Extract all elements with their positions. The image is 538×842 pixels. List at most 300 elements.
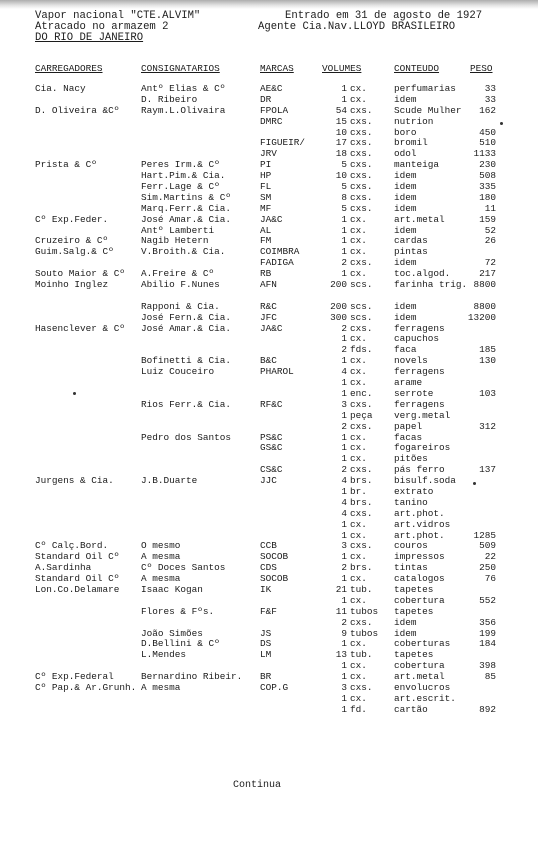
cell-unidade: cxs. <box>350 202 373 214</box>
cell-conteudo: toc.algod. <box>394 268 451 280</box>
cell-carregador: Guim.Salg.& Cº <box>35 246 114 258</box>
cell-consignatario: Raym.L.Olivaira <box>141 104 226 116</box>
cell-volume: 3 <box>341 681 347 693</box>
cell-conteudo: novels <box>394 355 428 367</box>
cell-peso: 509 <box>479 540 496 552</box>
cell-conteudo: idem <box>394 181 417 193</box>
cell-volume: 1 <box>341 409 347 421</box>
cell-conteudo: art.escrit. <box>394 692 456 704</box>
cell-unidade: cx. <box>350 246 367 258</box>
cell-marca: COIMBRA <box>260 246 300 258</box>
cell-consignatario: D. Ribeiro <box>141 93 198 105</box>
cell-conteudo: manteiga <box>394 159 440 171</box>
cell-conteudo: idem <box>394 224 417 236</box>
cell-conteudo: Scude Mulher <box>394 104 462 116</box>
cell-volume: 1 <box>341 224 347 236</box>
cell-consignatario: João Simões <box>141 627 203 639</box>
cell-conteudo: pás ferro <box>394 464 445 476</box>
cell-unidade: cx. <box>350 551 367 563</box>
cell-carregador: Cº Exp.Federal <box>35 671 114 683</box>
cell-peso: 184 <box>479 638 496 650</box>
cell-conteudo: impressos <box>394 551 445 563</box>
cell-peso: 217 <box>479 268 496 280</box>
cell-consignatario: Isaac Kogan <box>141 583 203 595</box>
cell-volume: 54 <box>335 104 347 116</box>
col-header-peso: PESO <box>470 63 493 74</box>
cell-unidade: cxs. <box>350 616 373 628</box>
cell-carregador: Souto Maior & Cº <box>35 268 126 280</box>
cell-conteudo: papel <box>394 420 423 432</box>
cell-conteudo: ferragens <box>394 398 445 410</box>
table-row <box>0 334 538 345</box>
table-row <box>0 498 538 509</box>
cell-peso: 1133 <box>473 148 496 160</box>
cell-marca: HP <box>260 170 272 182</box>
cell-unidade: cx. <box>350 355 367 367</box>
cell-volume: 1 <box>341 453 347 465</box>
cell-unidade: cx. <box>350 224 367 236</box>
cell-unidade: cx. <box>350 213 367 225</box>
table-row <box>0 476 538 487</box>
ink-speck <box>473 482 476 485</box>
cell-consignatario: José Amar.& Cia. <box>141 322 232 334</box>
cell-peso: 33 <box>484 93 496 105</box>
scan-edge <box>0 0 538 9</box>
cell-volume: 8 <box>341 191 347 203</box>
cell-volume: 1 <box>341 268 347 280</box>
cell-conteudo: pintas <box>394 246 428 258</box>
cell-conteudo: nutrion <box>394 115 434 127</box>
cell-carregador: Cruzeiro & Cº <box>35 235 109 247</box>
cell-conteudo: tapetes <box>394 605 434 617</box>
col-header-volumes: VOLUMES <box>322 63 362 74</box>
cell-marca: SOCOB <box>260 551 289 563</box>
cell-conteudo: art.metal <box>394 671 445 683</box>
cell-volume: 1 <box>341 355 347 367</box>
cell-volume: 200 <box>330 279 347 291</box>
cell-marca: DS <box>260 638 272 650</box>
cell-marca: JA&C <box>260 213 283 225</box>
cell-consignatario: O mesmo <box>141 540 181 552</box>
cell-volume: 4 <box>341 366 347 378</box>
cell-unidade: cxs. <box>350 420 373 432</box>
cell-consignatario: Rapponi & Cia. <box>141 300 220 312</box>
cell-marca: R&C <box>260 300 277 312</box>
cell-consignatario: Sim.Martins & Cº <box>141 191 232 203</box>
cell-peso: 85 <box>484 671 496 683</box>
cell-carregador: Cia. Nacy <box>35 83 86 94</box>
cell-unidade: cx. <box>350 660 367 672</box>
cell-conteudo: perfumarias <box>394 83 456 94</box>
cell-volume: 1 <box>341 213 347 225</box>
cell-marca: COP.G <box>260 681 289 693</box>
cell-volume: 1 <box>341 485 347 497</box>
cell-conteudo: bromil <box>394 137 428 149</box>
cell-peso: 552 <box>479 594 496 606</box>
cell-peso: 1285 <box>473 529 496 541</box>
cell-marca: FIGUEIR/ <box>260 137 306 149</box>
cell-conteudo: idem <box>394 93 417 105</box>
cell-unidade: cxs. <box>350 115 373 127</box>
cell-unidade: cxs. <box>350 681 373 693</box>
cell-peso: 11 <box>484 202 496 214</box>
cell-peso: 450 <box>479 126 496 138</box>
cell-unidade: cxs. <box>350 540 373 552</box>
cell-volume: 1 <box>341 83 347 94</box>
table-row <box>0 683 538 694</box>
cell-consignatario: José Fern.& Cia. <box>141 311 232 323</box>
cell-volume: 11 <box>335 605 347 617</box>
cell-conteudo: idem <box>394 257 417 269</box>
cell-conteudo: coberturas <box>394 638 451 650</box>
cell-consignatario: L.Mendes <box>141 649 187 661</box>
cell-consignatario: A mesma <box>141 681 181 693</box>
cell-conteudo: verg.metal <box>394 409 451 421</box>
cell-marca: PHAROL <box>260 366 294 378</box>
cell-conteudo: tapetes <box>394 583 434 595</box>
cell-unidade: cxs. <box>350 104 373 116</box>
cell-marca: RB <box>260 268 272 280</box>
table-row <box>0 367 538 378</box>
cell-unidade: cxs. <box>350 191 373 203</box>
cell-peso: 250 <box>479 562 496 574</box>
cell-carregador: Cº Exp.Feder. <box>35 213 109 225</box>
cell-conteudo: art.phot. <box>394 529 445 541</box>
col-header-carregadores: CARREGADORES <box>35 63 103 74</box>
cell-unidade: cx. <box>350 366 367 378</box>
cell-peso: 52 <box>484 224 496 236</box>
cell-unidade: cxs. <box>350 257 373 269</box>
cell-volume: 17 <box>335 137 347 149</box>
table-row <box>0 509 538 520</box>
cell-consignatario: Marq.Ferr.& Cia. <box>141 202 232 214</box>
cell-volume: 10 <box>335 126 347 138</box>
table-row <box>0 400 538 411</box>
cell-volume: 1 <box>341 551 347 563</box>
cell-carregador: Lon.Co.Delamare <box>35 583 120 595</box>
cell-volume: 5 <box>341 181 347 193</box>
cell-marca: SM <box>260 191 272 203</box>
cell-volume: 1 <box>341 703 347 715</box>
cell-conteudo: idem <box>394 191 417 203</box>
cell-conteudo: art.vidros <box>394 518 451 530</box>
cell-volume: 4 <box>341 475 347 487</box>
cell-conteudo: idem <box>394 311 417 323</box>
cell-peso: 199 <box>479 627 496 639</box>
cell-peso: 159 <box>479 213 496 225</box>
cell-marca: F&F <box>260 605 277 617</box>
arrival-line: Entrado em 31 de agosto de 1927 <box>285 10 483 22</box>
cell-consignatario: Nagib Hetern <box>141 235 209 247</box>
cell-marca: LM <box>260 649 272 661</box>
cell-volume: 1 <box>341 671 347 683</box>
cell-unidade: cx. <box>350 453 367 465</box>
cell-peso: 13200 <box>467 311 496 323</box>
cell-unidade: tubos <box>350 605 379 617</box>
cell-marca: FM <box>260 235 272 247</box>
cell-conteudo: ferragens <box>394 366 445 378</box>
cell-unidade: cx. <box>350 83 367 94</box>
cell-consignatario: José Amar.& Cia. <box>141 213 232 225</box>
cell-conteudo: idem <box>394 300 417 312</box>
cell-peso: 230 <box>479 159 496 171</box>
cell-volume: 2 <box>341 464 347 476</box>
cell-conteudo: facas <box>394 431 423 443</box>
cell-conteudo: cobertura <box>394 660 445 672</box>
cell-peso: 185 <box>479 344 496 356</box>
cell-volume: 3 <box>341 398 347 410</box>
cell-marca: IK <box>260 583 272 595</box>
table-row <box>0 215 538 226</box>
table-row <box>0 324 538 335</box>
cell-consignatario: A mesma <box>141 573 181 585</box>
cell-unidade: fd. <box>350 703 367 715</box>
cell-marca: PI <box>260 159 272 171</box>
cell-peso: 72 <box>484 257 496 269</box>
cell-volume: 1 <box>341 638 347 650</box>
cell-volume: 3 <box>341 540 347 552</box>
cell-unidade: cxs. <box>350 148 373 160</box>
cell-unidade: cxs. <box>350 170 373 182</box>
cell-volume: 2 <box>341 344 347 356</box>
cell-marca: PS&C <box>260 431 283 443</box>
cell-volume: 1 <box>341 594 347 606</box>
cell-peso: 180 <box>479 191 496 203</box>
cell-unidade: fds. <box>350 344 373 356</box>
cell-consignatario: Ferr.Lage & Cº <box>141 181 220 193</box>
cell-volume: 2 <box>341 257 347 269</box>
cell-unidade: cx. <box>350 671 367 683</box>
cell-volume: 1 <box>341 235 347 247</box>
cell-conteudo: arame <box>394 377 423 389</box>
table-row <box>0 650 538 661</box>
cell-peso: 510 <box>479 137 496 149</box>
cell-conteudo: idem <box>394 202 417 214</box>
continua-label: Continua <box>233 780 282 791</box>
origin-line: DO RIO DE JANEIRO <box>35 32 144 44</box>
cell-peso: 892 <box>479 703 496 715</box>
cell-marca: FPOLA <box>260 104 289 116</box>
cell-carregador: Hasenclever & Cº <box>35 322 126 334</box>
cell-unidade: cxs. <box>350 464 373 476</box>
cell-volume: 2 <box>341 616 347 628</box>
cell-carregador: Standard Oil Cº <box>35 573 120 585</box>
cell-marca: MF <box>260 202 272 214</box>
col-header-conteudo: CONTEUDO <box>394 63 440 74</box>
cell-peso: 398 <box>479 660 496 672</box>
cell-unidade: cx. <box>350 442 367 454</box>
cell-volume: 4 <box>341 496 347 508</box>
cell-peso: 26 <box>484 235 496 247</box>
cell-unidade: cxs. <box>350 507 373 519</box>
cell-volume: 1 <box>341 246 347 258</box>
cell-peso: 22 <box>484 551 496 563</box>
table-row <box>0 585 538 596</box>
table-row <box>0 117 538 128</box>
cell-unidade: cx. <box>350 518 367 530</box>
cell-consignatario: Abilio F.Nunes <box>141 279 220 291</box>
cell-marca: CS&C <box>260 464 283 476</box>
vessel-title: Vapor nacional "CTE.ALVIM" <box>35 10 201 22</box>
cell-marca: GS&C <box>260 442 283 454</box>
cell-marca: JFC <box>260 311 277 323</box>
cell-marca: JS <box>260 627 272 639</box>
cell-conteudo: cobertura <box>394 594 445 606</box>
cell-marca: AL <box>260 224 272 236</box>
cell-unidade: cx. <box>350 93 367 105</box>
cell-unidade: brs. <box>350 496 373 508</box>
table-row <box>0 607 538 618</box>
cell-conteudo: catalogos <box>394 573 445 585</box>
col-header-consignatarios: CONSIGNATARIOS <box>141 63 220 74</box>
cell-unidade: enc. <box>350 387 373 399</box>
cell-conteudo: art.phot. <box>394 507 445 519</box>
cell-conteudo: art.metal <box>394 213 445 225</box>
cell-volume: 5 <box>341 159 347 171</box>
cell-unidade: brs. <box>350 562 373 574</box>
cell-peso: 33 <box>484 83 496 94</box>
cell-volume: 13 <box>335 649 347 661</box>
cell-unidade: tub. <box>350 649 373 661</box>
manifest-table <box>0 84 538 716</box>
cell-unidade: cx. <box>350 573 367 585</box>
cell-volume: 9 <box>341 627 347 639</box>
cell-unidade: scs. <box>350 300 373 312</box>
cell-peso: 312 <box>479 420 496 432</box>
cell-consignatario: A mesma <box>141 551 181 563</box>
cell-carregador: Jurgens & Cia. <box>35 475 114 487</box>
cell-consignatario: Peres Irm.& Cº <box>141 159 220 171</box>
cell-marca: FL <box>260 181 272 193</box>
cell-conteudo: serrote <box>394 387 434 399</box>
cell-volume: 1 <box>341 518 347 530</box>
ink-speck <box>73 392 76 395</box>
cell-conteudo: bisulf.soda <box>394 475 456 487</box>
cell-volume: 200 <box>330 300 347 312</box>
cell-volume: 1 <box>341 377 347 389</box>
cell-consignatario: Antº Elias & Cº <box>141 83 226 94</box>
cell-conteudo: extrato <box>394 485 434 497</box>
table-row <box>0 313 538 324</box>
cell-consignatario: Rios Ferr.& Cia. <box>141 398 232 410</box>
cell-peso: 162 <box>479 104 496 116</box>
table-row <box>0 618 538 629</box>
cell-marca: JA&C <box>260 322 283 334</box>
cell-conteudo: odol <box>394 148 417 160</box>
cell-carregador: Prista & Cº <box>35 159 97 171</box>
cell-carregador: A.Sardinha <box>35 562 92 574</box>
cell-volume: 1 <box>341 660 347 672</box>
cell-consignatario: Bernardino Ribeir. <box>141 671 243 683</box>
cell-volume: 2 <box>341 562 347 574</box>
cell-carregador: Moinho Inglez <box>35 279 109 291</box>
cell-unidade: br. <box>350 485 367 497</box>
table-row <box>0 411 538 422</box>
cell-conteudo: farinha trig. <box>394 279 468 291</box>
cell-carregador: Cº Pap.& Ar.Grunh. <box>35 681 137 693</box>
table-row <box>0 378 538 389</box>
cell-consignatario: Antº Lamberti <box>141 224 215 236</box>
cell-unidade: cx. <box>350 377 367 389</box>
cell-conteudo: tanino <box>394 496 428 508</box>
cell-marca: RF&C <box>260 398 283 410</box>
cell-conteudo: fogareiros <box>394 442 451 454</box>
berth-line: Atracado no armazem 2 <box>35 21 169 33</box>
cell-unidade: cxs. <box>350 322 373 334</box>
agent-line: Agente Cia.Nav.LLOYD BRASILEIRO <box>258 21 456 33</box>
cell-unidade: cxs. <box>350 181 373 193</box>
cell-consignatario: Cº Doces Santos <box>141 562 226 574</box>
cell-consignatario: V.Broith.& Cia. <box>141 246 226 258</box>
cell-volume: 1 <box>341 573 347 585</box>
cell-peso: 8800 <box>473 279 496 291</box>
cell-marca: AFN <box>260 279 277 291</box>
cell-unidade: brs. <box>350 475 373 487</box>
cell-conteudo: tintas <box>394 562 428 574</box>
cell-marca: BR <box>260 671 272 683</box>
cell-conteudo: envolucros <box>394 681 451 693</box>
cell-carregador: Standard Oil Cº <box>35 551 120 563</box>
cell-volume: 21 <box>335 583 347 595</box>
ink-speck <box>500 122 503 125</box>
cell-conteudo: cardas <box>394 235 428 247</box>
cell-marca: SOCOB <box>260 573 289 585</box>
cell-volume: 15 <box>335 115 347 127</box>
cell-volume: 1 <box>341 442 347 454</box>
table-row <box>0 443 538 454</box>
cell-unidade: cx. <box>350 431 367 443</box>
cell-volume: 1 <box>341 93 347 105</box>
cell-unidade: cx. <box>350 268 367 280</box>
cell-unidade: cxs. <box>350 159 373 171</box>
table-row <box>0 705 538 716</box>
table-row <box>0 422 538 433</box>
cell-consignatario: Bofinetti & Cia. <box>141 355 232 367</box>
cell-unidade: cxs. <box>350 398 373 410</box>
cell-conteudo: pitões <box>394 453 428 465</box>
cell-volume: 2 <box>341 420 347 432</box>
cell-peso: 76 <box>484 573 496 585</box>
cell-marca: JJC <box>260 475 277 487</box>
cell-unidade: cxs. <box>350 126 373 138</box>
cell-unidade: tubos <box>350 627 379 639</box>
cell-conteudo: ferragens <box>394 322 445 334</box>
cell-consignatario: Luiz Couceiro <box>141 366 215 378</box>
cell-volume: 1 <box>341 692 347 704</box>
cell-consignatario: A.Freire & Cº <box>141 268 215 280</box>
cell-conteudo: tapetes <box>394 649 434 661</box>
cell-consignatario: D.Bellini & Cº <box>141 638 220 650</box>
cell-carregador: Cº Calç.Bord. <box>35 540 109 552</box>
cell-conteudo: idem <box>394 170 417 182</box>
cell-volume: 1 <box>341 333 347 345</box>
cell-volume: 2 <box>341 322 347 334</box>
cell-unidade: cx. <box>350 638 367 650</box>
cell-marca: CCB <box>260 540 277 552</box>
cell-consignatario: Pedro dos Santos <box>141 431 232 443</box>
cell-marca: FADIGA <box>260 257 294 269</box>
col-header-marcas: MARCAS <box>260 63 294 74</box>
cell-unidade: cx. <box>350 594 367 606</box>
cell-marca: CDS <box>260 562 277 574</box>
cell-volume: 5 <box>341 202 347 214</box>
cell-peso: 335 <box>479 181 496 193</box>
cell-conteudo: boro <box>394 126 417 138</box>
cell-volume: 10 <box>335 170 347 182</box>
table-row <box>0 520 538 531</box>
cell-conteudo: capuchos <box>394 333 440 345</box>
cell-carregador: D. Oliveira &Cº <box>35 104 120 116</box>
